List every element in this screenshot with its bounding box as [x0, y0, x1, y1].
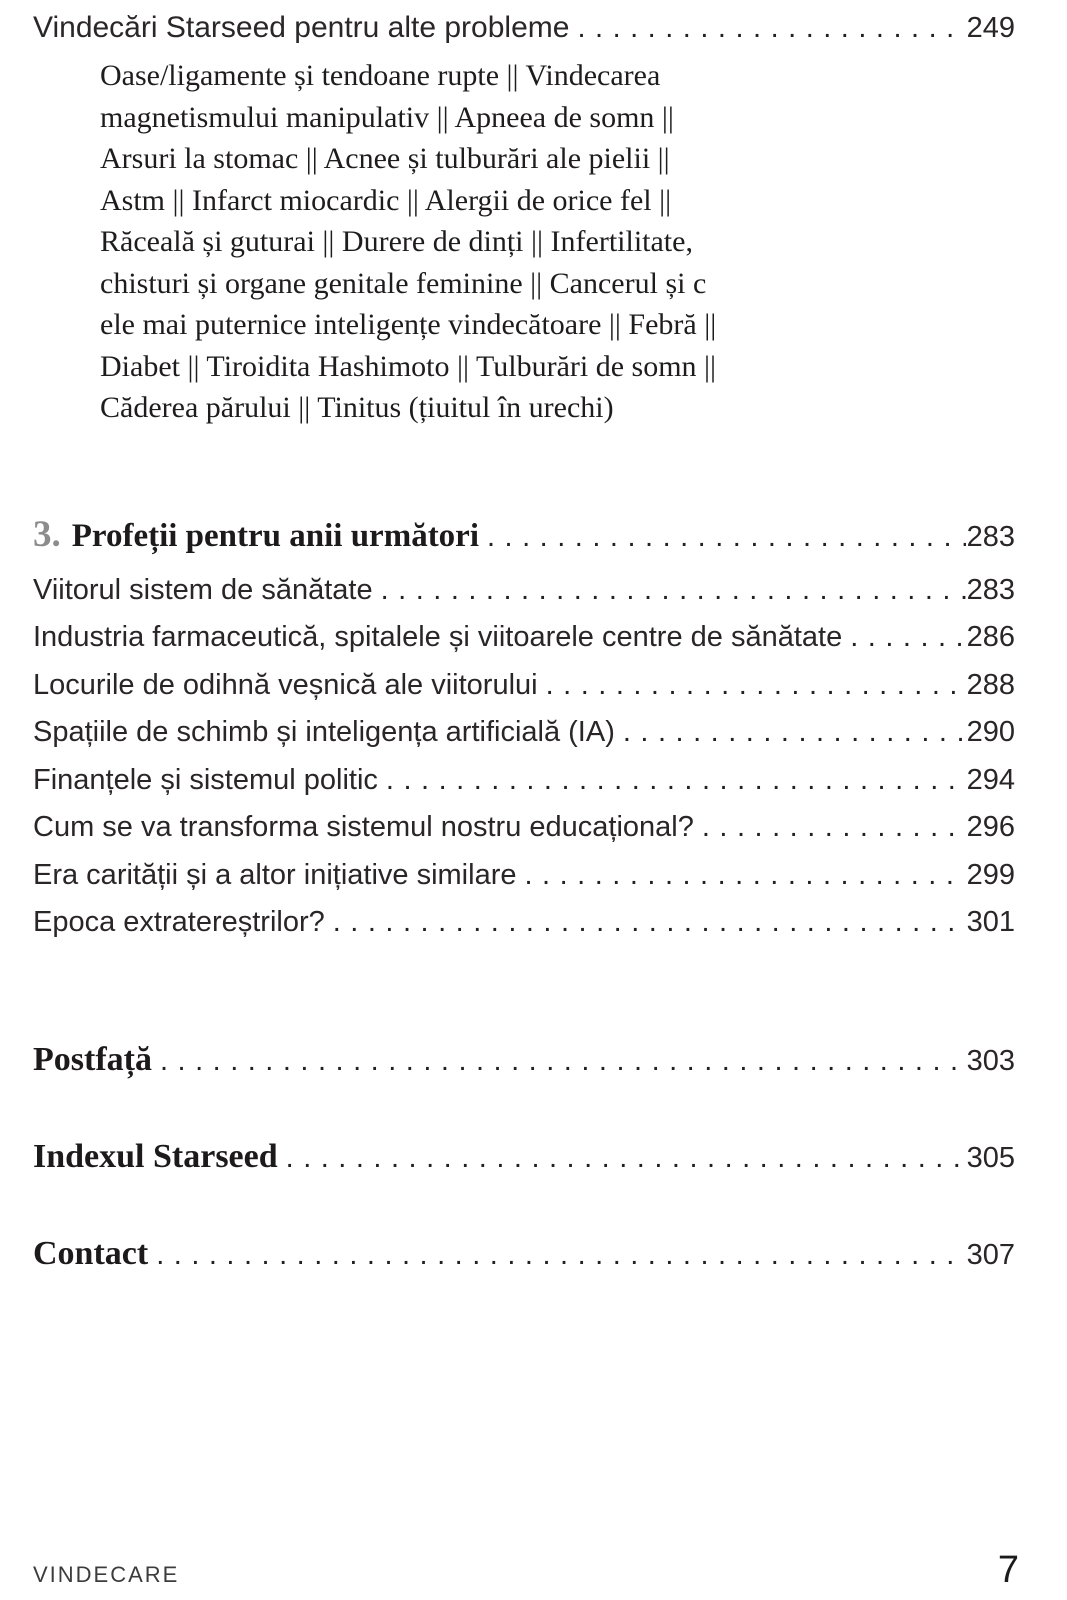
- toc-entry-title: Cum se va transforma sistemul nostru educațional?: [33, 811, 694, 843]
- dot-leader: [702, 811, 966, 844]
- dot-leader: [546, 669, 966, 702]
- toc-entry-page-number: 249: [966, 12, 1015, 44]
- toc-entry-title: Finanțele și sistemul politic: [33, 763, 378, 796]
- toc-entry-title: Era carității și a altor inițiative similare: [33, 858, 517, 891]
- toc-entry-row: [33, 811, 1015, 859]
- back-matter-row: [33, 1036, 1015, 1084]
- toc-entry-row: [33, 9, 1015, 47]
- toc-entry-page-number: 288: [966, 668, 1015, 701]
- description-line: ele mai puternice inteligențe vindecătoare || Febră ||: [100, 308, 717, 341]
- back-matter-title: Postfață: [33, 1040, 152, 1078]
- toc-entry-page-number: 299: [966, 858, 1015, 891]
- description-line: Oase/ligamente și tendoane rupte || Vindecarea: [100, 59, 661, 92]
- folio-page-number: 7: [997, 1549, 1019, 1591]
- dot-leader: [156, 1230, 965, 1278]
- dot-leader: [524, 859, 965, 892]
- toc-entry-title: Viitorul sistem de sănătate: [33, 573, 373, 606]
- back-matter-page-number: 307: [966, 1238, 1015, 1271]
- toc-entry-row: [33, 716, 1015, 764]
- description-line: Diabet || Tiroidita Hashimoto || Tulburări de somn ||: [100, 349, 717, 383]
- back-matter-page-number: 305: [966, 1141, 1015, 1174]
- toc-entry-list: [33, 574, 1015, 954]
- page-footer: [33, 1549, 1019, 1592]
- dot-leader: [850, 621, 965, 654]
- running-header-book-title: VINDECARE: [33, 1562, 180, 1587]
- description-line: Astm || Infarct miocardic || Alergii de orice fel ||: [100, 183, 672, 217]
- toc-entry-page-number: 290: [966, 716, 1015, 748]
- dot-leader: [577, 9, 965, 47]
- back-matter-row: [33, 1133, 1015, 1181]
- back-matter-title: Indexul Starseed: [33, 1137, 278, 1175]
- dot-leader: [386, 764, 966, 797]
- toc-entry-row: [33, 574, 1015, 622]
- chapter-heading-row: [33, 513, 1015, 564]
- dot-leader: [381, 574, 966, 607]
- toc-entry-row: [33, 906, 1015, 954]
- toc-entry-page-number: 286: [966, 621, 1015, 653]
- dot-leader: [333, 906, 966, 939]
- toc-entry-row: [33, 669, 1015, 717]
- dot-leader: [487, 515, 966, 564]
- description-line: Căderea părului || Tinitus (țiuitul în urechi): [100, 391, 614, 424]
- toc-entry-title: Industria farmaceutică, spitalele și viitoarele centre de sănătate: [33, 621, 843, 653]
- dot-leader: [623, 716, 966, 749]
- toc-entry-page-number: 294: [966, 763, 1015, 796]
- chapter-number: 3.: [33, 513, 61, 555]
- toc-entry-page-number: 301: [966, 906, 1015, 938]
- dot-leader: [286, 1133, 966, 1181]
- toc-entry-page-number: 283: [966, 573, 1015, 606]
- toc-entry-page-number: 296: [966, 811, 1015, 843]
- toc-entry-title: Spațiile de schimb și inteligența artificială (IA): [33, 716, 615, 748]
- toc-entry-row: [33, 621, 1015, 669]
- chapter-page-number: 283: [966, 520, 1015, 553]
- toc-entry-row: [33, 764, 1015, 812]
- description-line: magnetismului manipulativ || Apneea de somn ||: [100, 100, 674, 134]
- description-line: Răceală și guturai || Durere de dinți || Infertilitate,: [100, 225, 693, 258]
- toc-entry-title: Locurile de odihnă veșnică ale viitorului: [33, 668, 538, 701]
- description-line: chisturi și organe genitale feminine || Cancerul și c: [100, 266, 707, 300]
- toc-entry-title: Epoca extratereștrilor?: [33, 906, 325, 938]
- toc-entry-row: [33, 859, 1015, 907]
- description-line: Arsuri la stomac || Acnee și tulburări ale pielii ||: [100, 142, 670, 175]
- toc-entry-description: [100, 55, 1015, 429]
- back-matter-row: [33, 1230, 1015, 1278]
- chapter-title: Profeții pentru anii următori: [71, 517, 479, 554]
- back-matter-page-number: 303: [966, 1044, 1015, 1077]
- toc-entry-title: Vindecări Starseed pentru alte probleme: [33, 11, 570, 44]
- dot-leader: [160, 1036, 966, 1084]
- back-matter-title: Contact: [33, 1234, 149, 1272]
